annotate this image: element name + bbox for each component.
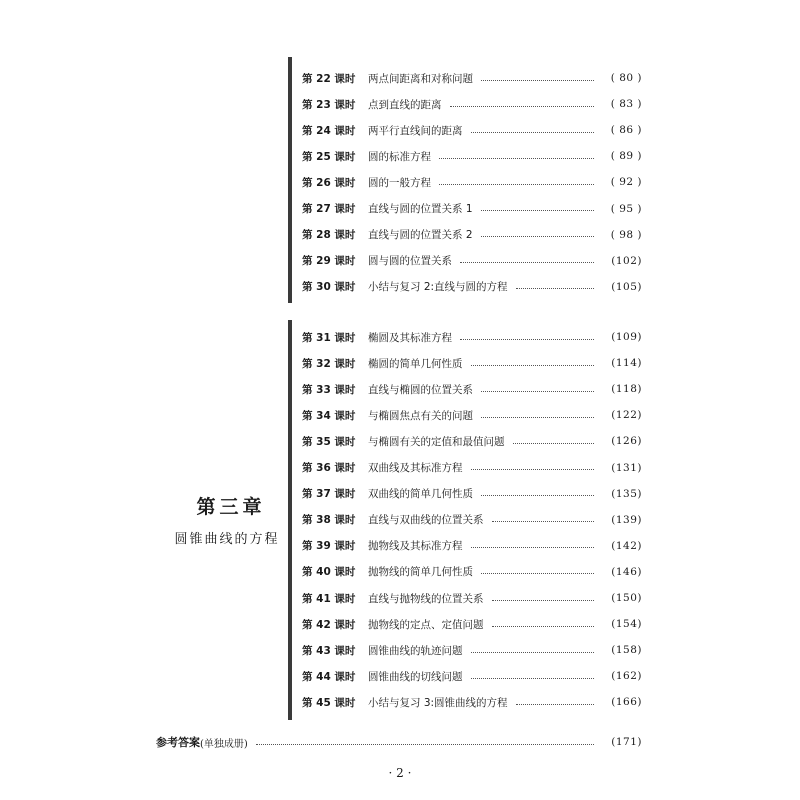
page-number: (150) [611,592,642,604]
dot-leader [481,236,594,237]
page-number: (122) [611,409,642,422]
toc-entry[interactable] [302,277,642,297]
page-number: (166) [611,696,642,709]
lesson-number: 第 23 课时 [302,98,356,111]
lesson-topic: 圆的一般方程 [368,176,431,189]
dot-leader [481,80,594,81]
page-number: ( 92 ) [610,176,642,189]
toc-entry[interactable] [302,199,642,219]
toc-entry[interactable] [302,536,642,556]
lesson-number: 第 25 课时 [302,150,356,163]
page-number: (142) [611,539,642,552]
page-number: (139) [611,513,642,526]
lesson-topic: 双曲线的简单几何性质 [368,488,473,501]
toc-entry[interactable] [302,225,642,245]
toc-entry[interactable] [302,68,642,88]
lesson-number: 第 33 课时 [302,383,356,396]
lesson-number: 第 42 课时 [302,618,356,631]
lesson-topic: 抛物线的简单几何性质 [368,566,473,579]
dot-leader [471,547,595,548]
toc-entry[interactable] [302,94,642,114]
dot-leader [481,573,594,574]
toc-entry[interactable] [302,172,642,192]
dot-leader [439,158,594,159]
toc-entry[interactable] [302,640,642,660]
lesson-topic: 两点间距离和对称问题 [368,72,473,85]
dot-leader [481,391,594,392]
lesson-topic: 圆锥曲线的轨迹问题 [368,644,463,657]
lesson-number: 第 39 课时 [302,540,356,553]
page-footer-number: · 2 · [388,766,412,780]
page-number: ( 89 ) [610,150,642,163]
dot-leader [450,106,595,107]
toc-entry[interactable] [302,327,642,347]
toc-entry[interactable] [302,666,642,686]
lesson-number: 第 34 课时 [302,409,356,422]
page-number: (114) [611,357,642,370]
dot-leader [481,495,594,496]
dot-leader [471,469,595,470]
toc-entry[interactable] [302,379,642,399]
toc-entry[interactable] [302,146,642,166]
dot-leader [492,521,595,522]
dot-leader [460,339,594,340]
toc-entry[interactable] [302,484,642,504]
lesson-topic: 圆的标准方程 [368,150,431,163]
toc-entry[interactable] [302,562,642,582]
toc-entry[interactable] [302,353,642,373]
lesson-topic: 与椭圆有关的定值和最值问题 [368,435,505,448]
lesson-topic: 椭圆及其标准方程 [368,331,452,344]
toc-entry[interactable] [302,588,642,608]
page-number: ( 83 ) [610,98,642,111]
dot-leader [471,652,595,653]
lesson-number: 第 44 课时 [302,670,356,683]
dot-leader [471,365,595,366]
dot-leader [481,417,594,418]
dot-leader [492,600,595,601]
dot-leader [513,443,595,444]
lesson-number: 第 45 课时 [302,696,356,709]
page-number: (118) [611,383,642,396]
chapter-title: 第三章 [196,496,266,518]
lesson-number: 第 28 课时 [302,229,356,242]
lesson-topic: 直线与双曲线的位置关系 [368,514,484,527]
lesson-topic: 直线与椭圆的位置关系 [368,383,473,396]
page-number: ( 86 ) [610,124,642,137]
lesson-topic: 抛物线及其标准方程 [368,540,463,553]
lesson-number: 第 41 课时 [302,592,356,605]
lesson-number: 第 38 课时 [302,514,356,527]
lesson-topic: 直线与圆的位置关系 1 [368,203,473,215]
lesson-topic: 抛物线的定点、定值问题 [368,618,484,631]
dot-leader [471,678,595,679]
answers-page-number: (171) [611,736,642,748]
page-number: (158) [611,644,642,657]
section-bar-top [288,57,292,303]
page-number: (135) [611,487,642,500]
dot-leader [256,744,594,745]
section-bar-bottom [288,320,292,720]
page-number: (102) [611,254,642,267]
toc-entry[interactable] [302,692,642,712]
chapter-subtitle: 圆锥曲线的方程 [174,532,280,547]
dot-leader [516,704,594,705]
page-number: (109) [611,331,642,343]
lesson-topic: 双曲线及其标准方程 [368,462,463,474]
answers-entry[interactable] [156,732,642,752]
toc-entry[interactable] [302,405,642,425]
dot-leader [492,626,595,627]
dot-leader [481,210,594,211]
toc-entry[interactable] [302,614,642,634]
lesson-topic: 直线与圆的位置关系 2 [368,229,473,242]
lesson-topic: 圆与圆的位置关系 [368,255,452,268]
toc-entry[interactable] [302,458,642,478]
dot-leader [516,288,594,289]
dot-leader [471,132,595,133]
dot-leader [439,184,594,185]
lesson-topic: 圆锥曲线的切线问题 [368,670,463,683]
lesson-topic: 与椭圆焦点有关的问题 [368,409,473,422]
lesson-number: 第 32 课时 [302,357,356,370]
page-number: ( 95 ) [610,202,642,215]
dot-leader [460,262,594,263]
lesson-topic: 椭圆的简单几何性质 [368,357,463,370]
lesson-topic: 两平行直线间的距离 [368,124,463,137]
lesson-number: 第 26 课时 [302,176,356,189]
page-number: (146) [611,565,642,578]
toc-entry[interactable] [302,431,642,451]
page-number: (105) [611,280,642,293]
toc-entry[interactable] [302,120,642,140]
lesson-number: 第 30 课时 [302,281,356,294]
page-number: (126) [611,435,642,448]
lesson-number: 第 37 课时 [302,488,356,501]
toc-entry[interactable] [302,510,642,530]
lesson-number: 第 43 课时 [302,644,356,657]
lesson-number: 第 29 课时 [302,255,356,268]
lesson-number: 第 40 课时 [302,566,356,579]
lesson-number: 第 35 课时 [302,435,356,448]
lesson-topic: 小结与复习 3:圆锥曲线的方程 [368,696,508,709]
lesson-topic: 直线与抛物线的位置关系 [368,592,484,605]
toc-entry[interactable] [302,251,642,271]
page-number: ( 98 ) [610,228,642,241]
page-number: (154) [611,618,642,631]
page-number: ( 80 ) [610,72,642,84]
lesson-topic: 点到直线的距离 [368,98,442,111]
lesson-number: 第 31 课时 [302,331,356,344]
lesson-topic: 小结与复习 2:直线与圆的方程 [368,281,508,294]
page-number: (162) [611,670,642,683]
answers-note: (单独成册) [200,738,248,750]
page-number: (131) [611,461,642,474]
lesson-number: 第 24 课时 [302,124,356,137]
lesson-number: 第 22 课时 [302,72,356,85]
lesson-number: 第 27 课时 [302,203,356,215]
answers-label: 参考答案 [156,736,200,749]
lesson-number: 第 36 课时 [302,462,356,474]
